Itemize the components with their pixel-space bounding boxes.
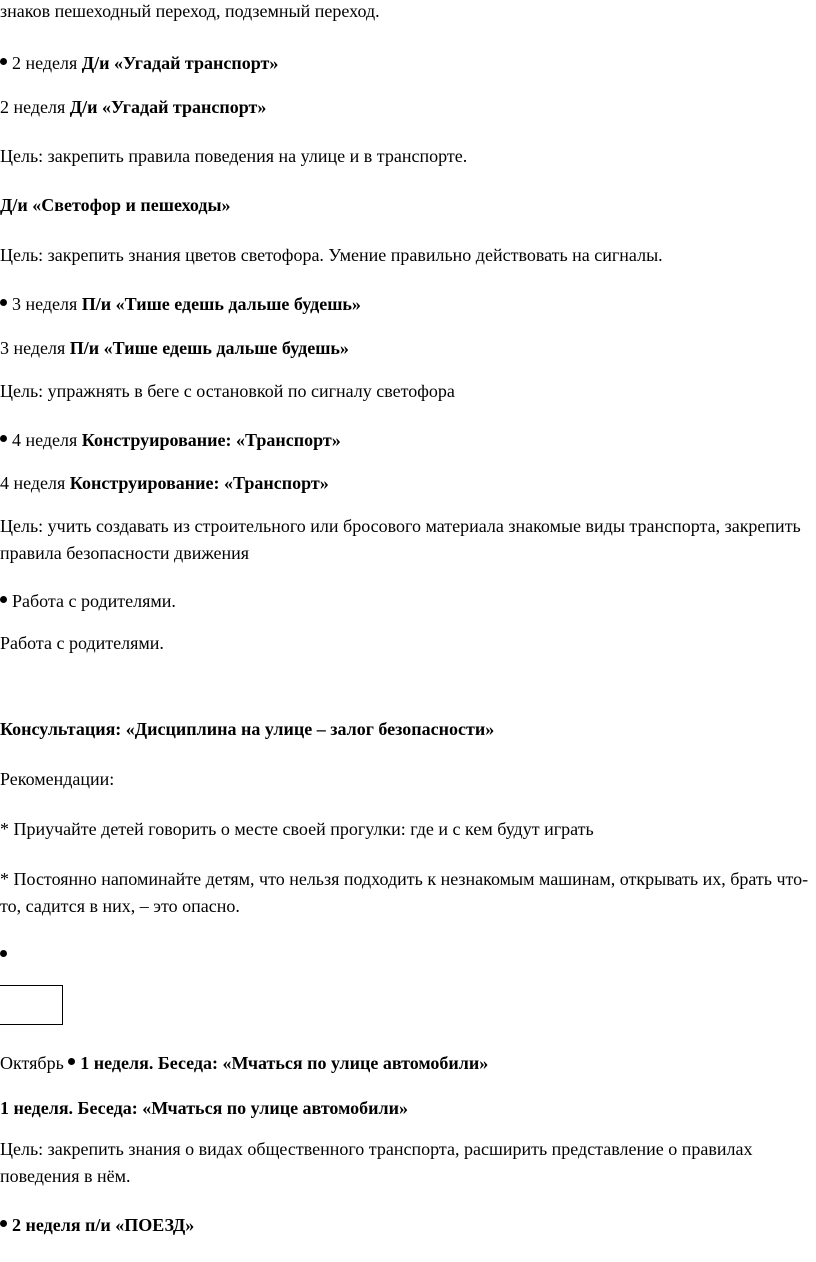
bullet-icon (0, 435, 7, 442)
activity-title: Д/и «Светофор и пешеходы» (0, 195, 231, 215)
text-line (0, 145, 467, 167)
week-label: 3 неделя (12, 294, 82, 314)
text-line (0, 718, 494, 740)
recommendation-text: * Приучайте детей говорить о месте своей прогулки: где и с кем будут играть (0, 819, 594, 839)
week-label: 3 неделя (0, 338, 70, 358)
bullet-icon (0, 596, 7, 603)
activity-title: 1 неделя. Беседа: «Мчаться по улице автомобили» (80, 1053, 489, 1073)
bullet-icon (0, 950, 7, 957)
activity-title: Д/и «Угадай транспорт» (69, 97, 267, 117)
text-line (0, 1097, 408, 1119)
text: знаков пешеходный переход, подземный переход. (0, 1, 380, 21)
activity-title: Д/и «Угадай транспорт» (81, 53, 279, 73)
text-line (0, 380, 455, 402)
bullet-icon (0, 299, 7, 306)
text-paragraph (0, 1136, 812, 1190)
goal-text: Цель: упражнять в беге с остановкой по сигналу светофора (0, 381, 455, 401)
list-item (0, 1214, 194, 1236)
text-line (0, 768, 114, 790)
goal-text: Цель: закрепить правила поведения на улице и в транспорте. (0, 146, 468, 166)
activity-title: Конструирование: «Транспорт» (81, 430, 341, 450)
goal-text: Цель: закрепить знания цветов светофора. Умение правильно действовать на сигналы. (0, 245, 663, 265)
recommendations-label: Рекомендации: (0, 769, 115, 789)
activity-title: П/и «Тише едешь дальше будешь» (69, 338, 349, 358)
list-item (0, 1052, 488, 1074)
week-label: 2 неделя (0, 97, 70, 117)
bullet-icon (68, 1058, 75, 1065)
list-item (0, 590, 176, 612)
list-item (0, 429, 341, 451)
text-line (0, 472, 329, 494)
text-line (0, 632, 164, 654)
recommendation-text: * Постоянно напоминайте детям, что нельзя подходить к незнакомым машинам, открывать их, брать что-то, садится в них, – это опасно. (0, 869, 809, 916)
text-paragraph (0, 513, 812, 567)
text-line (0, 244, 663, 266)
text-line (0, 818, 594, 840)
section-label: Работа с родителями. (12, 591, 176, 611)
list-item (0, 52, 278, 74)
bullet-icon (0, 58, 7, 65)
activity-title: П/и «Тише едешь дальше будешь» (81, 294, 361, 314)
bullet-icon (0, 1220, 7, 1227)
week-label: 4 неделя (12, 430, 82, 450)
list-item (0, 944, 12, 966)
text-line (0, 337, 349, 359)
text-paragraph (0, 866, 812, 920)
empty-box (0, 985, 63, 1025)
goal-text: Цель: закрепить знания о видах общественного транспорта, расширить представление о правилах поведения в нём. (0, 1139, 753, 1186)
consultation-title: Консультация: «Дисциплина на улице – залог безопасности» (0, 719, 495, 739)
goal-text: Цель: учить создавать из строительного или бросового материала знакомые виды транспорта, закрепить правила безопасности движения (0, 516, 801, 563)
week-label: 2 неделя (12, 53, 82, 73)
activity-title: 2 неделя п/и «ПОЕЗД» (12, 1215, 195, 1235)
month-label: Октябрь (0, 1053, 69, 1073)
text-line (0, 0, 380, 22)
text-line (0, 194, 231, 216)
section-label: Работа с родителями. (0, 633, 164, 653)
text-line (0, 96, 266, 118)
activity-title: Конструирование: «Транспорт» (69, 473, 329, 493)
week-label: 4 неделя (0, 473, 70, 493)
activity-title: 1 неделя. Беседа: «Мчаться по улице автомобили» (0, 1098, 408, 1118)
list-item (0, 293, 361, 315)
